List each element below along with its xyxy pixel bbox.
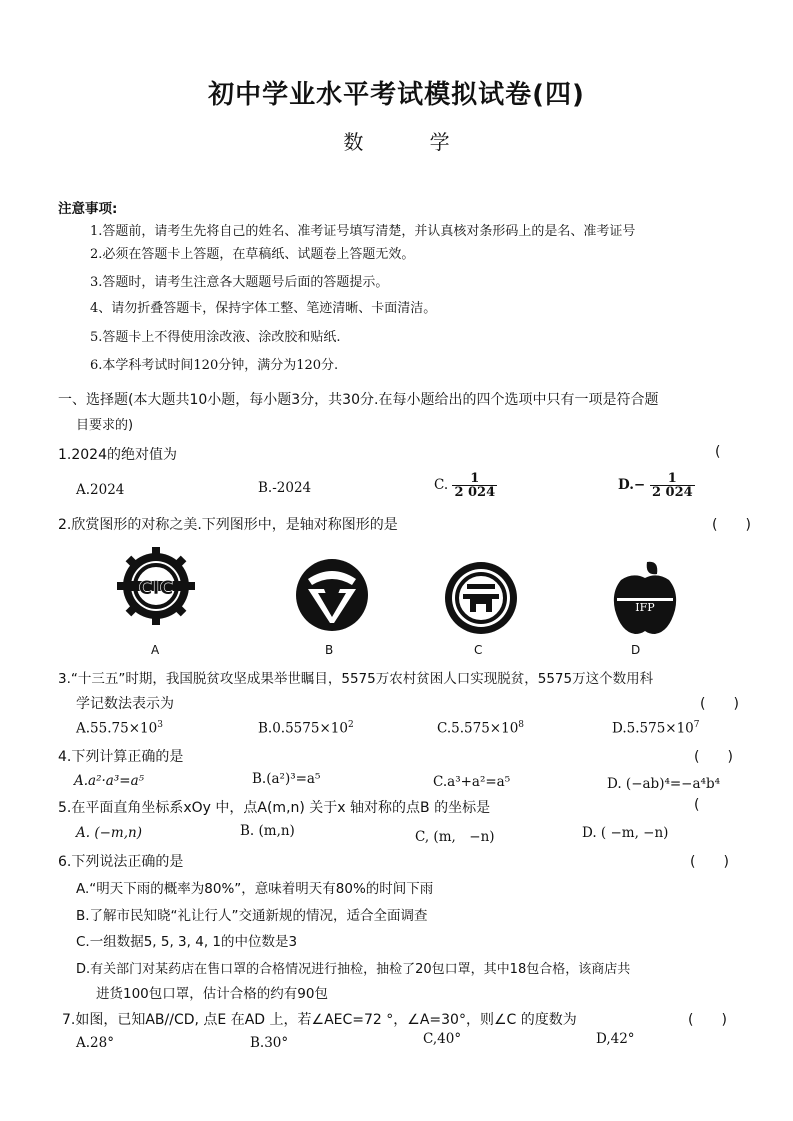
q1-option-d-prefix: D.− [618, 477, 646, 493]
q1-option-b: B.-2024 [258, 480, 312, 496]
q5-option-d: D. ( −m, −n) [582, 825, 669, 841]
q6-option-d-cont: 进货100包口罩，估计合格的约有90包 [96, 986, 328, 1002]
figure-label-c: C [474, 643, 483, 657]
section-heading: 一、选择题(本大题共10小题，每小题3分，共30分.在每小题给出的四个选项中只有一项是符合题 [58, 392, 659, 408]
logo-d-text: IFP [635, 601, 655, 614]
q4-option-b: B.(a²)³=a⁵ [252, 771, 321, 787]
answer-paren: ( [694, 797, 700, 813]
answer-paren: ( ) [712, 517, 751, 533]
logo-c-ring-emblem [443, 560, 519, 636]
answer-paren: ( ) [688, 1012, 727, 1028]
answer-paren: ( ) [694, 749, 733, 765]
figure-label-b: B [325, 643, 334, 657]
exam-subject: 数 学 [343, 130, 480, 154]
q7-option-b: B.30° [250, 1035, 289, 1051]
q6-option-c: C.一组数据5, 5, 3, 4, 1的中位数是3 [76, 934, 298, 950]
answer-paren: ( ) [700, 696, 739, 712]
q5-option-b: B. (m,n) [240, 823, 295, 839]
q6-option-b: B.了解市民知晓“礼让行人”交通新规的情况，适合全面调查 [76, 908, 428, 924]
question-6-stem: 6.下列说法正确的是 [58, 854, 184, 870]
note-item: 6.本学科考试时间120分钟，满分为120分. [90, 358, 339, 373]
note-item: 2.必须在答题卡上答题，在草稿纸、试题卷上答题无效。 [90, 247, 415, 262]
question-5-stem: 5.在平面直角坐标系xOy 中，点A(m,n) 关于x 轴对称的点B 的坐标是 [58, 800, 491, 816]
figure-label-d: D [631, 643, 641, 657]
q6-option-a: A.“明天下雨的概率为80%”，意味着明天有80%的时间下雨 [76, 881, 434, 897]
fraction: $\frac{1}{2 024}$ [454, 471, 496, 500]
logo-b-v-emblem [294, 557, 370, 633]
note-item: 1.答题前，请考生先将自己的姓名、准考证号填写清楚，并认真核对条形码上的是名、准考证号 [90, 224, 636, 239]
logo-a-text: CIC [138, 577, 174, 599]
question-7-stem: 7.如图，已知AB//CD, 点E 在AD 上，若∠AEC=72 °，∠A=30°，则∠C 的度数为 [62, 1012, 577, 1028]
q5-option-a: A. (−m,n) [76, 825, 142, 841]
q3-option-b: $B.0.5575\times 10^2$ [258, 720, 354, 737]
note-item: 4、请勿折叠答题卡，保持字体工整、笔迹清晰、卡面清洁。 [90, 301, 437, 316]
logo-d-apple-emblem [611, 558, 679, 638]
notes-heading: 注意事项: [58, 201, 118, 217]
q4-option-c: C.a³+a²=a⁵ [433, 774, 511, 790]
question-2-stem: 2.欣赏图形的对称之美.下列图形中，是轴对称图形的是 [58, 517, 398, 533]
q1-option-a: A.2024 [76, 482, 125, 498]
figure-label-a: A [151, 643, 160, 657]
q7-option-d: D,42° [596, 1031, 635, 1047]
q1-option-d [618, 472, 695, 499]
question-3-stem-cont: 学记数法表示为 [76, 696, 174, 712]
answer-paren: ( [715, 444, 721, 460]
q4-option-a: A.a²·a³=a⁵ [74, 773, 145, 789]
question-3-stem: 3.“十三五”时期，我国脱贫攻坚成果举世瞩目，5575万农村贫困人口实现脱贫，5575万这个数用科 [58, 671, 654, 687]
q1-option-c-prefix: C. [434, 477, 449, 493]
q5-option-c: C, (m, −n) [415, 829, 495, 845]
q3-option-d: $D.5.575\times 10^7$ [612, 720, 700, 737]
q6-option-d: D.有关部门对某药店在售口罩的合格情况进行抽检，抽检了20包口罩，其中18包合格，该商店共 [76, 962, 631, 977]
section-heading-cont: 目要求的) [76, 418, 134, 433]
exam-title: 初中学业水平考试模拟试卷(四) [208, 80, 585, 110]
q4-option-d: D. (−ab)⁴=−a⁴b⁴ [607, 776, 721, 792]
q7-option-a: A.28° [76, 1035, 114, 1051]
q1-option-c [434, 472, 497, 499]
note-item: 5.答题卡上不得使用涂改液、涂改胶和贴纸. [90, 330, 341, 345]
question-1-stem: 1.2024的绝对值为 [58, 447, 177, 463]
q3-option-a: $A.55.75\times 10^3$ [76, 720, 163, 737]
note-item: 3.答题时，请考生注意各大题题号后面的答题提示。 [90, 275, 389, 290]
q7-option-c: C,40° [423, 1031, 462, 1047]
question-4-stem: 4.下列计算正确的是 [58, 749, 184, 765]
answer-paren: ( ) [690, 854, 729, 870]
q3-option-c: $C.5.575\times 10^8$ [437, 720, 525, 737]
fraction: $\frac{1}{2 024}$ [651, 471, 693, 500]
logo-a-gear-emblem [115, 545, 197, 627]
